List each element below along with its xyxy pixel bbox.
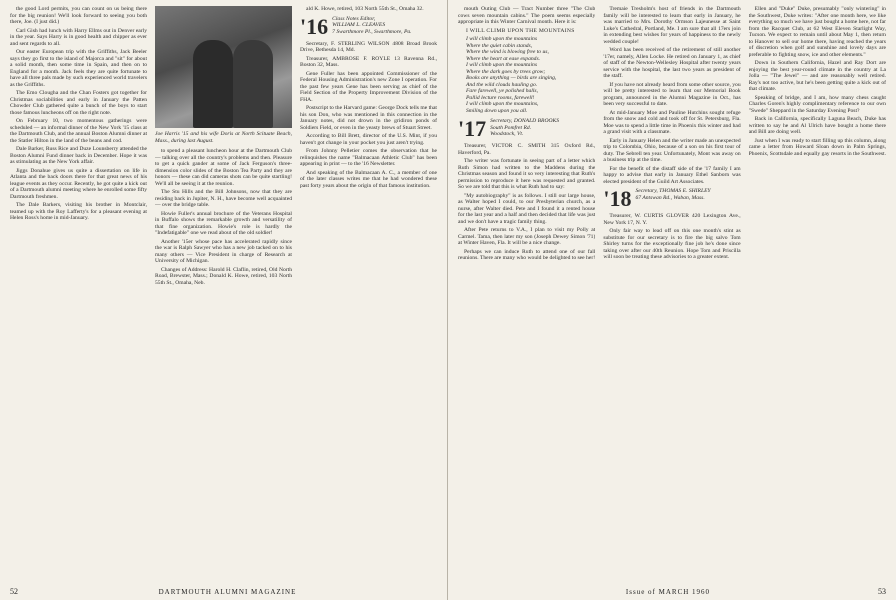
heading-line: Class Notes Editor,	[332, 15, 376, 22]
class-17-heading	[458, 118, 595, 140]
paragraph: Carl Gish had lunch with Harry Ellms out in Denver early in the year. Says Harry is in good health and chipper as ever and sent regards to all.	[10, 27, 147, 47]
paragraph: The Dale Barkers, visiting his brother in Montclair, teamed up with the Roy Lafferty's for a pleasant evening at Helen Ross's home in mid-January.	[10, 202, 147, 221]
paragraph: After Pete returns to V.A., I plan to visit my Polly at Carmel. Tama, then later my son (Joseph Dewey Simon '71) at Winter Haven, Fla. It will be a nice change.	[458, 227, 596, 246]
heading-line: South Pomfret Rd.	[490, 124, 532, 131]
heading-line: Secretary, DONALD BROOKS	[490, 118, 560, 124]
photo-figure	[193, 40, 233, 128]
poem-line: Where the heart at ease expands.	[466, 55, 541, 62]
photo-caption: Joe Harris '15 and his wife Doris at North Scituate Beach, Mass., during last August.	[155, 131, 292, 144]
left-col-2	[155, 6, 292, 582]
poem-line: Pallid lecture rooms, farewell!	[466, 94, 535, 101]
paragraph: Changes of Address: Harold H. Claflin, retired, Old North Road, Brewster, Mass.; Donald K. Howe, retired, 103 North 55th St., Omaha, Neb.	[155, 266, 292, 286]
poem-line: Fare farewell, ye polished halls,	[466, 88, 538, 94]
class-numeral: '16	[300, 15, 329, 38]
paragraph: According to Bill Brett, director of the U.S. Mint, if you haven't got change in your pocket you just aren't trying.	[300, 133, 437, 146]
right-col-2	[603, 6, 740, 582]
heading-line: Woodstock, Vt.	[490, 131, 524, 137]
page-number: 52	[10, 587, 18, 596]
heading-line: 67 Antswan Rd., Waban, Mass.	[635, 194, 705, 201]
paragraph: Dale Barker, Russ Rice and Duze Lounsberry attended the Boston Alumni Fund dinner back in December. Hope it was as stimulating as the New York affair.	[10, 146, 147, 165]
paragraph: For the benefit of the distaff side of the '17 family I am happy to advise that early in January Ethel Sanborn was elected president of the Guild Art Associates.	[603, 165, 741, 185]
issue-title: Issue of MARCH 1960	[625, 588, 711, 596]
poem-line: I will climb upon the mountains	[466, 36, 538, 42]
poem-line: Smiling down upon you all.	[466, 107, 528, 114]
paragraph: Tremaie Tresholm's host of friends in the Dartmouth family will be interested to learn that early in January, he was married to Mrs. Dorothy Ormson Lajeunesse at Saint Luke's Cathedral, Portland, Me. I am sure that all 17ers join in extending best wishes for years of happiness to the newly wedded couple!	[603, 6, 741, 45]
paragraph: The writer was fortunate in seeing part of a letter which Ruth Simon had written to the Maddens during the Christmas season and found it so very interesting that Ruth's permission to reproduce it here was requested and granted. So we are told that this is what Ruth had to say:	[458, 158, 596, 190]
paragraph: Only fair way to lead off on this one month's stint as substitute for our secretary is to fire the big salvo Tom Shirley turns for the exceptionally fine job he's done since taking over after our 40th Reunion. Hope Tom and Priscilla will soon be treating these advisories to a greater extent.	[603, 228, 741, 260]
paragraph: Jiggs Donahue gives us quite a dissertation on life in Atlanta and the back doors there for that great news of his league events as they occur. Recently, he got quite a kick out of a Dartmouth alumni meeting where he enrolled some fifty Dartmouth freshmen.	[10, 167, 147, 200]
paragraph: The Emo Clougha and the Chan Fosters got together for Christmas sociabilities and early in January the Patten Chowder Club gathered quite a bunch of the boys to start those famous luncheons off on the right note.	[10, 90, 147, 116]
right-page	[448, 0, 896, 600]
paragraph: Another '15er whose pace has accelerated rapidly since the war is Ralph Sawyer who has a new job tacked on to his many others — Vice President in charge of Research at University of Michigan.	[155, 238, 292, 264]
paragraph: Speaking of bridge, and I am, how many chess caught Charles Goren's highly complimentary reference to our own "Swede" Sheppard in the Saturday Evening Post?	[748, 94, 886, 114]
paragraph: ald K. Howe, retired, 103 North 55th St., Omaha 32.	[306, 6, 424, 12]
treasurer-line: Treasurer, W. CURTIS GLOVER 420 Lexington Ave., New York 17, N. Y.	[603, 213, 741, 226]
paragraph: Perhaps we can induce Ruth to attend one of our fall reunions. There are many who would be delighted to see her!	[458, 248, 596, 261]
paragraph: From Johnny Pelletier comes the observation that he relinquishes the name "Balmacaan Athletic Club" has been appearing in print — to the '16 Newsletter.	[300, 148, 437, 167]
class-18-heading	[603, 188, 740, 210]
right-col-1	[458, 6, 595, 582]
paragraph: "My autobiography" is as follows. I still our large house, as Walter hoped I could, to our Presbyterian church, as a nurse, after Walter died. Pete and I found it a rented house for the last year and a half and then decided that life was just and we don't have a tragic family thing.	[458, 192, 596, 225]
paragraph: Gene Fuller has been appointed Commissioner of the Federal Housing Administration's new Zone I operation. For the past few years Gene has been serving as chief of the Field Section of the Property Improvement Division of the FHA.	[300, 70, 437, 103]
right-footer	[458, 587, 886, 596]
left-col-1	[10, 6, 147, 582]
left-footer	[10, 587, 437, 596]
left-columns	[10, 6, 437, 582]
left-col-3	[300, 6, 437, 582]
poem-line: Where the quiet cabin stands,	[466, 42, 533, 49]
poem-title: I WILL CLIMB UPON THE MOUNTAINS	[466, 27, 575, 34]
class-numeral: '18	[603, 188, 632, 210]
poem-line: And the wild clouds hauling go.	[466, 81, 538, 88]
magazine-title: DARTMOUTH ALUMNI MAGAZINE	[158, 588, 297, 596]
poem-line: I will climb upon the mountains	[466, 62, 538, 68]
poem-line: I will climb upon the mountains,	[466, 101, 539, 107]
paragraph: Just when I was ready to start filling up this column, along came a letter from Howard Sloan down in Palm Springs, Phoenix, Scottsdale and equally gay resorts in the Southwest.	[748, 137, 886, 157]
heading-line: 7 Swarthmore Pl., Swarthmore, Pa.	[332, 28, 412, 35]
paragraph: Postscript to the Harvard game: George Dock tells me that his son Don, who was mentioned in this connection in the January notes, did not drown in the gridiron ponds of Soldiers Field, or even in the yeasty brews of Stuart Street.	[300, 105, 437, 131]
paragraph: The Stu Hills and the Bill Johnsons, now that they are residing back in Jupiter, N. H., have become well acquainted — over the bridge table.	[155, 189, 292, 208]
paragraph: On February 10, two momentous gatherings were scheduled — an informal dinner of the New York '15 class at the Dartmouth Club, and the annual Boston Alumni dinner at the Statler Hilton in the land of the beans and cod.	[10, 118, 147, 144]
right-columns	[458, 6, 886, 582]
secretary-line: Secretary, F. STERLING WILSON 4808 Broad Brook Drive, Bethesda 14, Md.	[300, 40, 437, 53]
paragraph: Howie Fuller's annual brochure of the Veterans Hospital in Buffalo shows the remarkable growth and versatility of that fine organization. Howie's role is hardly the "Indefatigable" one we read about of the old soldier!	[155, 210, 292, 236]
heading-line: WILLIAM L. CLEAVES	[332, 22, 386, 28]
poem-line: Books are anything — birds are singing,	[466, 75, 557, 81]
class-16-heading	[300, 16, 437, 38]
paragraph: the good Lord permits, you can count on us being there for the big reunion! We'll look forward to seeing you both there, Joe. (I just did.)	[10, 6, 147, 25]
treasurer-line: Treasurer, VICTOR C. SMITH 315 Oxford Rd., Haverford, Pa.	[458, 143, 596, 156]
paragraph: mouth Outing Club — Tract Number three "The Club cows seven mountain cabins." The poem seems especially appropriate in this Winter Carnival month. Here it is:	[458, 6, 596, 25]
poem-line: Where the dark goes by trees grow;	[466, 68, 546, 75]
heading-line: Secretary, THOMAS E. SHIRLEY	[635, 188, 711, 194]
poem-line: Where the wind is blowing free to us,	[466, 49, 549, 55]
paragraph: At mid-January Moe and Pauline Hutchins sought refuge from the snow and cold and took off for St. Petersburg, Fla. Moe was to spend a little time in Phoenix this winter and had a grand visit with a classmate.	[603, 109, 741, 135]
paragraph: Down in Southern California, Hazel and Ray Dort are enjoying the best year-round climate in the country at La Jolla — "The Jewel" — and are reasonably well retired. Ray's not too active, but he's been getting quite a kick out of that climate.	[748, 60, 886, 92]
paragraph: Our easter European trip with the Griffiths, Jack Beeler says they go first to the island of Majorca and "sit" for about a solid month, then some time in Spain, and then on to England for a month. Jack feels they are quite fortunate to have all three pals made by such experienced world travelers as the Griffiths.	[10, 49, 147, 88]
class-numeral: '17	[458, 118, 487, 140]
photo-figure	[233, 40, 273, 128]
paragraph: Ellen and "Duke" Duke, presumably "only wintering" in the Southwest, Duke writes: "After one month here, we like everything so much we have just bought a home here, not far from the Racquet Club, at 62 West Eleven Starlight Way, Tucson. We expect to remain until about May 1, then return to Hanover to sell our home there, having reached the years of discretion when golf and sunshine and lovely days are preferable to fighting snow, ice and other elements."	[748, 6, 886, 58]
page-number: 53	[877, 587, 886, 596]
right-col-3	[749, 6, 886, 582]
paragraph: And speaking of the Balmacaan A. C., a member of one of the later classes writes me that he had wondered these past forty years about the origin of that famous institution.	[300, 169, 437, 189]
paragraph: Back in California, specifically Laguna Beach, Duke has written to say he and Al Ulrich have bought a home there and Bill are doing well.	[748, 116, 886, 135]
poem	[466, 28, 595, 115]
paragraph: Word has been received of the retirement of still another '17er, namely, Allen Locke. He retired on January 1, as chief of staff of the Newton-Wellesley Hospital after twenty years service with the hospital, the last two years as president of the staff.	[603, 47, 741, 79]
treasurer-line: Treasurer, AMBROSE F. ROYLE 13 Ravenna Rd., Boston 32, Mass.	[300, 55, 437, 68]
paragraph: to spend a pleasant luncheon hour at the Dartmouth Club — talking over all the country's problems and then. Pleasure to get a quick gander at some of Jack Ferguson's three-dimension color slides of the Boston Tea Party and they are honors — these can did cameras shots can be quite startling! We'll all be seeing it at the reunion.	[155, 148, 292, 187]
paragraph: If you have not already heard from some other source, you will be pretty interested to learn that our Memorial Book program, announced in the Alumni Magazine in Oct., has been very successful to date.	[603, 81, 741, 107]
paragraph: Early in January Helen and the writer made an unexpected trip to Colombia, Ohio, because of a son on his first tour of duty. The Sebrell ten year. Unfortunately, Mont was away on a business trip at the time.	[603, 137, 741, 163]
couple-photo	[155, 6, 292, 128]
